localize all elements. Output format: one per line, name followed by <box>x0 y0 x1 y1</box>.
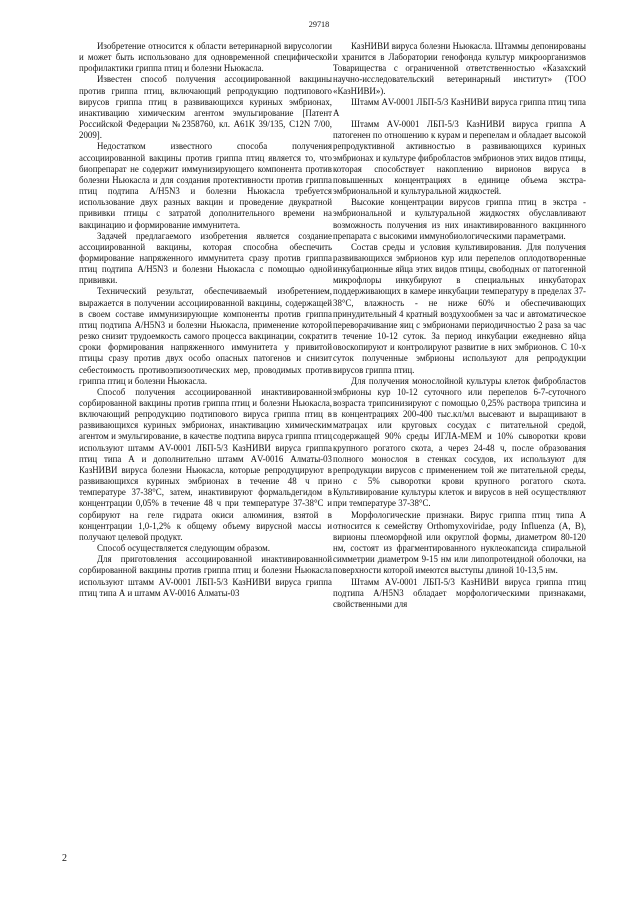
paragraph: Недостатком известного способа получения ассоциированной вакцины против гриппа птиц является то, что биопрепарат не содержит иммунизирующего компонента против болезни Ньюкасла и для создания протективности против гриппа птиц подтипа А/Н5N3 и болезни Ньюкасла требуется использование двух разных вакцин и проведение двукратной прививки птицы с затратой дополнительного времени на вакцинацию и формирование иммунитета. <box>79 141 332 230</box>
paragraph: Технический результат, обеспечиваемый изобретением, выражается в получении ассоциированной вакцины, содержащей в своем составе иммунизирующие компоненты против гриппа птиц подтипа А/Н5N3 и болезни Ньюкасла, применение которой резко снизит трудоемкость самого процесса вакцинации, сократит сроки формирования напряженного иммунитета у привитой птицы сразу против двух особо опасных патогенов и снизит себестоимость противоэпизоотических мер, проводимых против гриппа птиц и болезни Ньюкасла. <box>79 286 332 386</box>
paragraph: Известен способ получения ассоциированной вакцины против гриппа птиц, включающий репродукцию подтипового вирусов гриппа птиц в развивающихся куриных эмбрионах, инактивацию химическим агентом эмульгирование [Патент Российской Федерации №2358760, кл. А61К 39/135, С12N 7/00, 2009]. <box>79 74 332 141</box>
paragraph: Способ осуществляется следующим образом. <box>97 543 270 554</box>
left-text-column <box>79 41 332 599</box>
paragraph: Штамм АV-0001 ЛБП-5/3 КазНИВИ вируса гриппа птиц типа А <box>333 96 586 118</box>
paragraph: Изобретение относится к области ветеринарной вирусологии и может быть использовано для одновременной специфической профилактики гриппа птиц и болезни Ньюкасла. <box>79 41 332 74</box>
paragraph: Состав среды и условия культивирования. Для получения развивающихся эмбрионов кур или перепелов оплодотворенные инкубационные яйца этих видов птицы, свободных от патогенной микрофлоры инкубируют в специальных инкубаторах поддерживающих в камере инкубации температуру в пределах 37-38°С, влажность - не ниже 60% и обеспечивающих принудительный 4 кратный воздухообмен за час и автоматическое переворачивание яиц с эмбрионами периодичностью 2 раза за час в течение 10-12 суток. За период инкубации ежедневно яйца овоскопируют и контролируют развитие в них эмбрионов. С 10-х суток полученные эмбрионы используют для репродукции вирусов гриппа птиц. <box>333 241 586 375</box>
paragraph: Штамм АV-0001 ЛБП-5/3 КазНИВИ вируса гриппа А патогенен по отношению к курам и перепелам и обладает высокой репродуктивной активностью в развивающихся куриных эмбрионах и культуре фибробластов эмбрионов этих видов птицы, которая способствует накоплению вирионов вируса в повышенных концентрациях в единице объема экстра-эмбриональной и культуральной жидкостей. <box>333 119 586 197</box>
paragraph: Морфологические признаки. Вирус гриппа птиц типа А относится к семейству Orthomyxoviridae, роду Influenza (A, B), вирионы плеоморфной или округлой формы, диаметром 80-120 нм, состоят из фрагментированного нуклеокапсида спиральной симметрии диаметром 9-15 нм или липопротеидной оболочки, на поверхности которой имеются выступы длиной 10-13,5 нм. <box>333 509 586 576</box>
paragraph: Высокие концентрации вирусов гриппа птиц в экстра - эмбриональной и культуральной жидкостях обуславливают возможность получения из них инактивированного вакцинного препарата с высокими иммунобиологическими параметрами. <box>333 197 586 241</box>
paragraph: Штамм АV-0001 ЛБП-5/3 КазНИВИ вируса гриппа птиц подтипа А/Н5N3 обладает морфологическими признаками, свойственными для <box>333 576 586 609</box>
page-header-number: 29718 <box>308 20 330 29</box>
right-text-column <box>333 41 586 610</box>
paragraph: Задачей предлагаемого изобретения является создание ассоциированной вакцины, которая способна обеспечить формирование напряженного иммунитета сразу против гриппа птиц подтипа А/Н5N3 и болезни Ньюкасла с помощью одной прививки. <box>79 230 332 286</box>
paragraph: Способ получения ассоциированной инактивированной сорбированной вакцины против гриппа птиц и болезни Ньюкасла, включающий репродукцию подтипового вируса гриппа птиц в развивающихся куриных эмбрионах, инактивацию химическим агентом и эмульгирование, в качестве подтипа вируса гриппа птиц используют штамм АV-0001 ЛБП-5/3 КазНИВИ вируса гриппа птиц типа А и дополнительно штамм АV-0016 Алматы-03 КазНИВИ вируса болезни Ньюкасла, которые репродуцируют в развивающихся куриных эмбрионах в течение 48 ч при температуре 37-38°С, затем, инактивируют формальдегидом в концентрации 0,05% в течение 48 ч при температуре 37-38°С и сорбируют на геле гидрата окиси алюминия, взятой в концентрации 1,0-1,2% к общему объему вирусной массы и получают целевой продукт. <box>79 386 332 542</box>
paragraph: КазНИВИ вируса болезни Ньюкасла. Штаммы депонированы и хранится в Лаборатории генофонда культур микроорганизмов Товарищества с ограниченной ответственностью «Казахский научно-исследовательский ветеринарный институт» (ТОО «КазНИВИ»). <box>333 41 586 96</box>
paragraph: Для приготовления ассоциированной инактивированной сорбированной вакцины против гриппа птиц и болезни Ньюкасла используют штамм АV-0001 ЛБП-5/3 КазНИВИ вируса гриппа птиц типа А и штамм АV-0016 Алматы-03 <box>79 554 332 598</box>
page-footer-number: 2 <box>62 853 67 864</box>
paragraph: Для получения монослойной культуры клеток фибробластов эмбрионы кур 10-12 суточного или перепелов 6-7-суточного возраста трипсинизируют с помощью 0,25% раствора трипсина и в концентрациях 200-400 тыс.кл/мл высевают и выращивают в матрацах или круговых сосудах с питательной средой, содержащей 90% среды ИГЛА-МЕМ и 10% сыворотки крови крупного рогатого скота, а через 24-48 ч, после образования полного монослоя в стенках сосудов, их используют для репродукции вирусов с применением той же питательной среды, но с 5% сыворотки крови крупного рогатого скота. Культивирование культуры клеток и вирусов в ней осуществляют при температуре 37-38°С. <box>333 375 586 509</box>
